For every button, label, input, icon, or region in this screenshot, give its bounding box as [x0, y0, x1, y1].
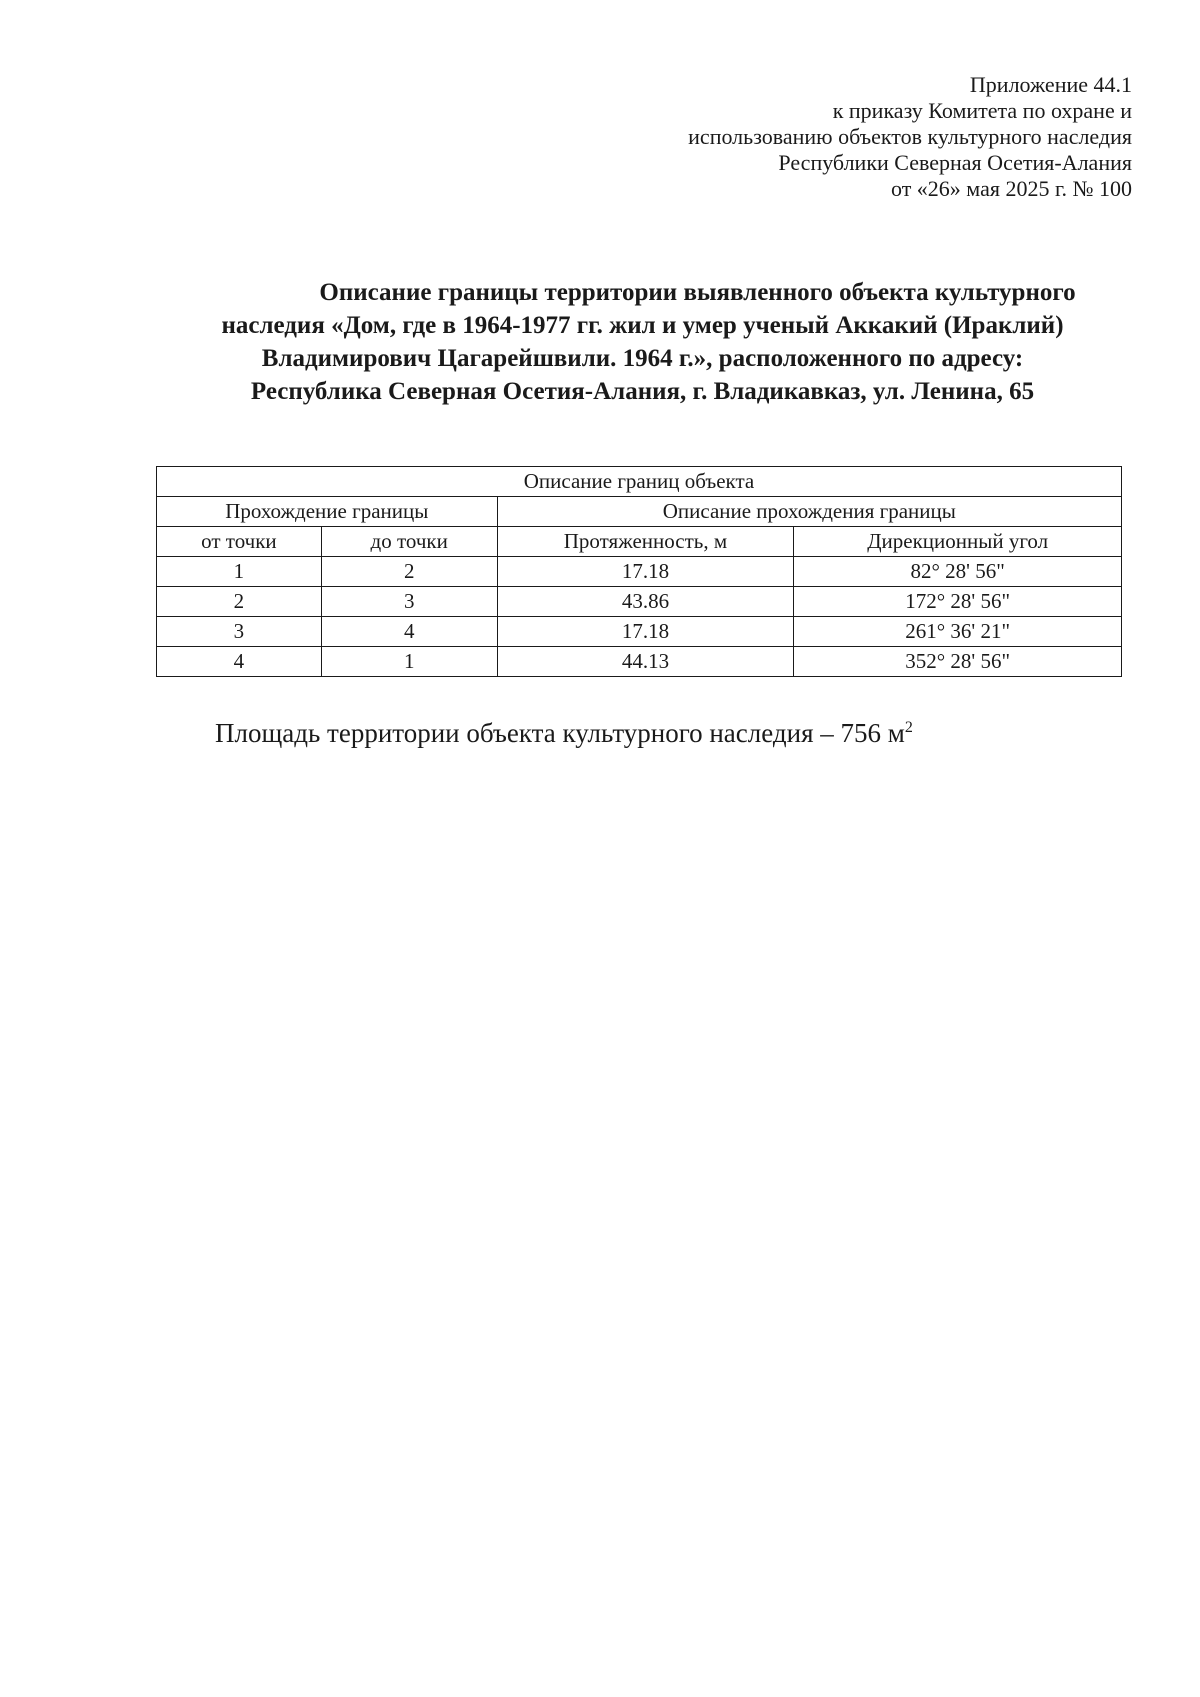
area-statement: [215, 717, 913, 749]
cell-length: 17.18: [497, 557, 794, 587]
column-header-to: до точки: [321, 527, 497, 557]
column-header-from: от точки: [157, 527, 322, 557]
cell-from: 1: [157, 557, 322, 587]
column-header-length: Протяженность, м: [497, 527, 794, 557]
title-line: Республика Северная Осетия-Алания, г. Владикавказ, ул. Ленина, 65: [250, 378, 1035, 405]
column-header-angle: Дирекционный угол: [794, 527, 1122, 557]
cell-to: 1: [321, 647, 497, 677]
cell-to: 2: [321, 557, 497, 587]
cell-angle: 172° 28' 56": [794, 587, 1122, 617]
table-row: [157, 647, 1122, 677]
cell-to: 3: [321, 587, 497, 617]
table-row: [157, 617, 1122, 647]
title-line: Описание границы территории выявленного объекта культурного: [319, 279, 1076, 306]
cell-from: 3: [157, 617, 322, 647]
area-text: Площадь территории объекта культурного наследия – 756 м: [215, 718, 905, 748]
cell-angle: 352° 28' 56": [794, 647, 1122, 677]
appendix-header: [688, 72, 1132, 202]
table-column-header-row: [157, 527, 1122, 557]
cell-length: 17.18: [497, 617, 794, 647]
cell-angle: 82° 28' 56": [794, 557, 1122, 587]
table-row: [157, 557, 1122, 587]
table-row: [157, 587, 1122, 617]
table-caption: Описание границ объекта: [157, 467, 1122, 497]
group-header-passage: Прохождение границы: [157, 497, 498, 527]
appendix-line: использованию объектов культурного наследия: [688, 124, 1132, 149]
appendix-line: Республики Северная Осетия-Алания: [778, 150, 1132, 175]
document-title: [150, 276, 1135, 408]
boundary-table: [156, 466, 1122, 677]
area-unit-superscript: 2: [904, 719, 913, 736]
cell-to: 4: [321, 617, 497, 647]
table-caption-row: [157, 467, 1122, 497]
cell-length: 44.13: [497, 647, 794, 677]
title-line: наследия «Дом, где в 1964-1977 гг. жил и умер ученый Аккакий (Ираклий): [221, 312, 1064, 339]
title-line: Владимирович Цагарейшвили. 1964 г.», расположенного по адресу:: [261, 345, 1024, 372]
cell-from: 2: [157, 587, 322, 617]
table-group-header-row: [157, 497, 1122, 527]
cell-length: 43.86: [497, 587, 794, 617]
appendix-line: от «26» мая 2025 г. № 100: [890, 176, 1132, 201]
appendix-line: к приказу Комитета по охране и: [832, 98, 1132, 123]
cell-angle: 261° 36' 21": [794, 617, 1122, 647]
cell-from: 4: [157, 647, 322, 677]
appendix-line: Приложение 44.1: [969, 72, 1132, 97]
group-header-description: Описание прохождения границы: [497, 497, 1121, 527]
